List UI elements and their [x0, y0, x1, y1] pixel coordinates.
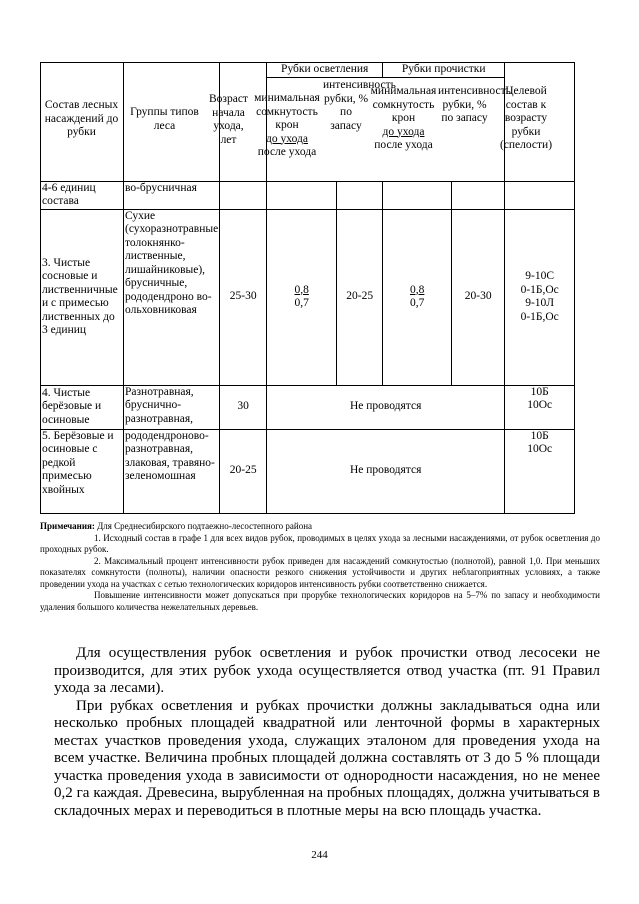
row4-age: 20-25	[220, 429, 267, 513]
paragraph-2: При рубках осветления и рубках прочистки должны закладываться одна или несколько пробных площадей квадратной или ленточной формы в характерных местах участков проведения ухода, служащих эталоном для проведения ухода на всем участке. Величина пробных площадей должна составлять от 3 до 5 % площади участка проведения ухода в зависимости от однородности насаждения, но не менее 0,2 га каждая. Древесина, вырубленная на пробных площадях, должна учитываться в складочных мерах и переводиться в плотные меры на всю площадь участка.	[54, 697, 600, 819]
row1-groups: во-брусничная	[124, 181, 220, 209]
notes-intro: Для Среднесибирского подтаежно-лесостепного района	[97, 521, 313, 531]
row2-target	[505, 209, 575, 385]
header-groups-text: Группы типов леса	[130, 106, 199, 132]
row4-target	[505, 429, 575, 513]
table-notes	[40, 521, 600, 613]
header-intensity-clean: интенсивность рубки, % по запасу	[438, 85, 511, 124]
header-intensity-clear: интенсивность рубки, % по запасу	[323, 79, 396, 132]
notes-intro-line	[40, 521, 600, 533]
header-density-label: минимальная сомкнутость крон	[254, 92, 320, 131]
header-density-after: после ухода	[374, 139, 433, 151]
row3-target	[505, 385, 575, 429]
target-line: 0-1Б,Ос	[520, 310, 559, 323]
target-line: 9-10С	[525, 270, 555, 282]
header-density-clean	[369, 85, 438, 153]
row2-clear-after: 0,7	[294, 297, 309, 309]
row2-composition: 3. Чистые сосновые и лиственничные и с примесью лиственных до 3 единиц	[41, 209, 124, 385]
row2-clear-before: 0,8	[294, 283, 309, 296]
header-density-after: после ухода	[257, 146, 317, 158]
row2-clean-density	[383, 209, 452, 385]
row3-groups: Разнотравная, бруснично-разнотравная,	[124, 385, 220, 429]
header-cleaning: Рубки прочистки	[383, 63, 505, 78]
header-target-text: Целевой состав к возрасту рубки (спелости)	[499, 85, 553, 151]
header-density-clear	[252, 92, 322, 160]
row4-note: Не проводятся	[267, 429, 505, 513]
note-3: Повышение интенсивности может допускаться при прорубке технологических коридоров на 5–7% по запасу и необходимости удаления большого количества нежелательных деревьев.	[40, 590, 600, 612]
row3-age: 30	[220, 385, 267, 429]
row4-composition: 5. Берёзовые и осиновые с редкой примесью хвойных	[41, 429, 124, 513]
page-number: 244	[311, 849, 328, 861]
header-clearing: Рубки осветления	[267, 63, 383, 78]
row2-clean-after: 0,7	[409, 297, 425, 309]
target-line: 10Ос	[527, 399, 553, 411]
target-line: 0-1Б,Ос	[520, 283, 559, 296]
header-density-before: до ухода	[266, 132, 308, 145]
row2-clean-intensity: 20-30	[452, 209, 505, 385]
row2-groups: Сухие (сухоразнотравные толокнянко-лиственные, лишайниковые), брусничные, рододендроно во-ольховниковая	[124, 209, 220, 385]
row2-clear-density	[267, 209, 337, 385]
row2-clear-intensity: 20-25	[337, 209, 383, 385]
header-age-text: Возраст начала ухода, лет	[209, 93, 248, 146]
row3-note: Не проводятся	[267, 385, 505, 429]
target-line: 9-10Л	[525, 297, 555, 309]
target-line: 10Ос	[527, 443, 553, 455]
row3-composition: 4. Чистые берёзовые и осиновые	[41, 385, 124, 429]
row2-age: 25-30	[220, 209, 267, 385]
header-texts	[40, 77, 559, 181]
notes-label: Примечания:	[40, 521, 95, 531]
paragraph-1: Для осуществления рубок осветления и рубок прочистки отвод лесосеки не производится, для этих рубок ухода осуществляется отвод участка (пт. 91 Правил ухода за лесами).	[54, 645, 600, 696]
header-density-before: до ухода	[382, 125, 425, 138]
note-1: 1. Исходный состав в графе 1 для всех видов рубок, проводимых в целях ухода за лесными насаждениями, от рубок осветления до проходных рубок.	[40, 532, 600, 554]
body-text	[54, 645, 600, 820]
target-line: 10Б	[530, 429, 549, 442]
note-2: 2. Максимальный процент интенсивности рубок приведен для насаждений сомкнутостью (полнотой), равной 1,0. При меньших показателях сомкнутости (полноты), наличии опасности резкого снижения устойчивости и других неблагоприятных условиях, а также проведении ухода на участках с сетью технологических коридоров интенсивность рубки соответственно снижается.	[40, 555, 600, 589]
target-line: 10Б	[530, 385, 549, 398]
row2-clean-before: 0,8	[409, 283, 425, 296]
row4-groups: рододендроново-разнотравная, злаковая, травяно-зеленомошная	[124, 429, 220, 513]
row1-composition: 4-6 единиц состава	[41, 181, 124, 209]
header-composition-text: Состав лесных насаждений до рубки	[44, 99, 119, 138]
header-density-label: минимальная сомкнутость крон	[370, 85, 437, 124]
